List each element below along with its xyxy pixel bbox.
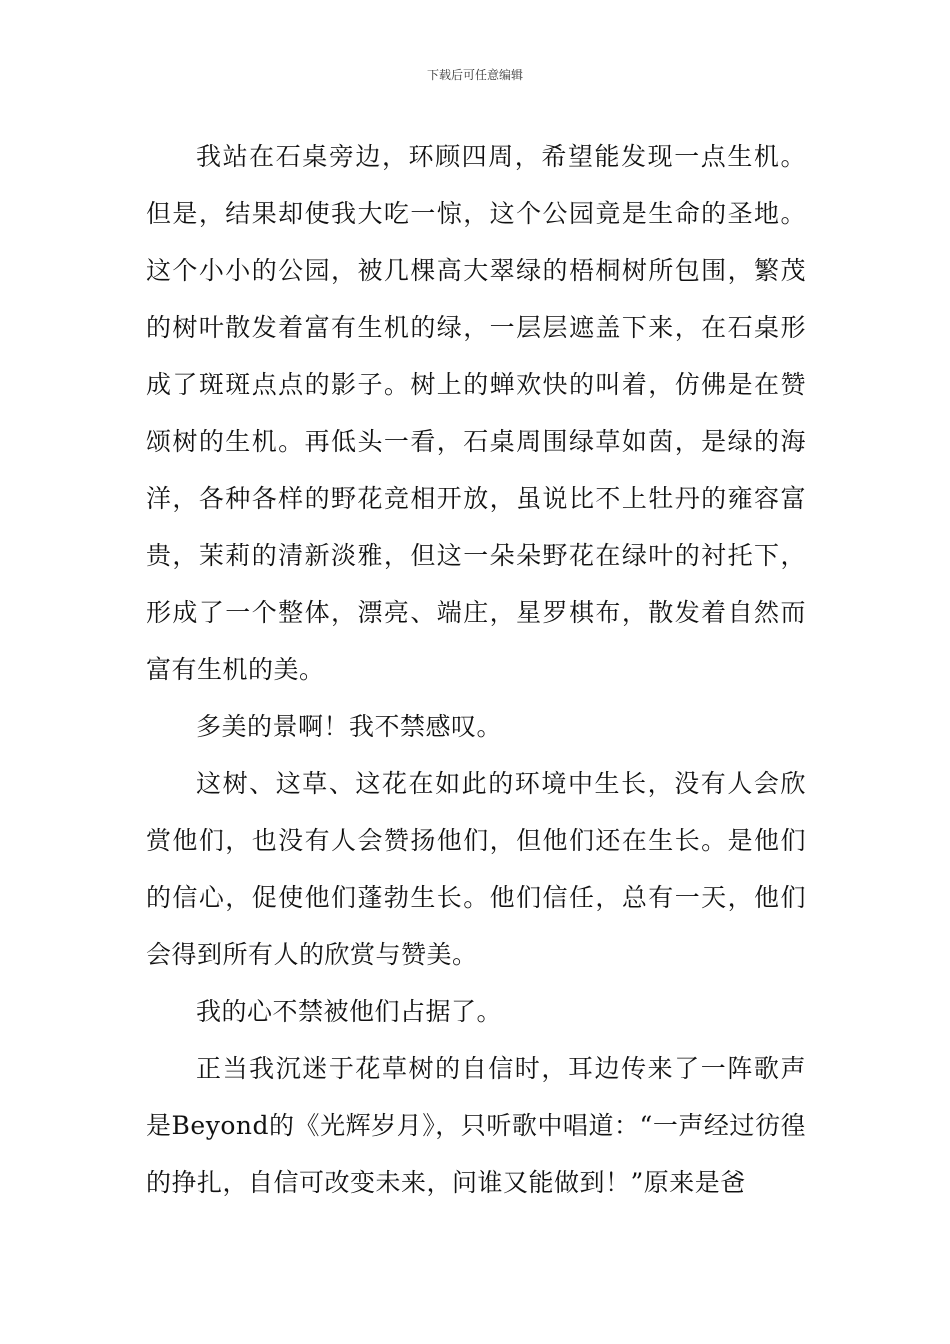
paragraph-1: 我站在石桌旁边，环顾四周，希望能发现一点生机。但是，结果却使我大吃一惊，这个公园竟是生命的圣地。这个小小的公园，被几棵高大翠绿的梧桐树所包围，繁茂的树叶散发着富有生机的绿，一层层遮盖下来，在石桌形成了斑斑点点的影子。树上的蝉欢快的叫着，仿佛是在赞颂树的生机。再低头一看，石桌周围绿草如茵，是绿的海洋，各种各样的野花竞相开放，虽说比不上牡丹的雍容富贵，茉莉的清新淡雅，但这一朵朵野花在绿叶的衬托下，形成了一个整体，漂亮、端庄，星罗棋布，散发着自然而富有生机的美。 <box>146 142 806 684</box>
document-body <box>146 128 806 1211</box>
paragraph-2: 多美的景啊！我不禁感叹。 <box>196 712 503 741</box>
paragraph-3: 这树、这草、这花在如此的环境中生长，没有人会欣赏他们，也没有人会赞扬他们，但他们还在生长。是他们的信心，促使他们蓬勃生长。他们信任，总有一天，他们会得到所有人的欣赏与赞美。 <box>146 769 806 969</box>
paragraph-4: 我的心不禁被他们占据了。 <box>196 997 503 1026</box>
page-header: 下载后可任意编辑 <box>426 68 523 82</box>
paragraph-5: 正当我沉迷于花草树的自信时，耳边传来了一阵歌声是Beyond的《光辉岁月》，只听歌中唱道：“一声经过彷徨的挣扎，自信可改变未来，问谁又能做到！”原来是爸 <box>146 1054 806 1197</box>
